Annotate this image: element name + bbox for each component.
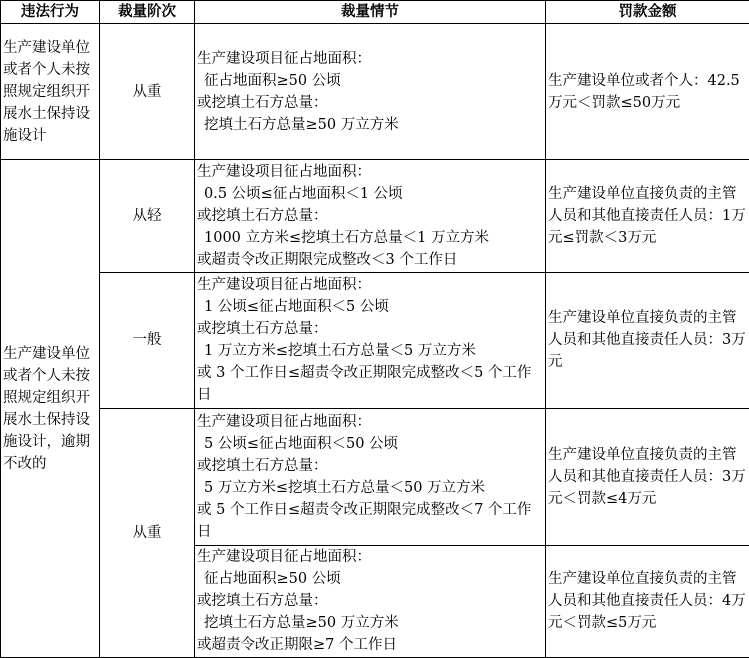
detail-line: 挖填土石方总量≥50 万立方米 <box>204 116 399 133</box>
detail-cell <box>195 545 546 657</box>
detail-line: 5 万立方米≤挖填土石方总量＜50 万立方米 <box>204 479 486 496</box>
detail-line: 或 5 个工作日≤超责令改正期限完成整改＜7 个工作日 <box>197 501 532 540</box>
detail-line: 1000 立方米≤挖填土石方总量＜1 万立方米 <box>204 230 489 247</box>
detail-line: 或挖填土石方总量： <box>197 321 328 338</box>
detail-line: 生产建设项目征占地面积： <box>197 413 371 430</box>
detail-line: 生产建设项目征占地面积： <box>197 164 371 181</box>
detail-cell <box>195 24 546 160</box>
detail-line: 或 3 个工作日≤超责令改正期限完成整改＜5 个工作日 <box>197 365 532 404</box>
level-cell: 从重 <box>100 409 195 658</box>
detail-line: 征占地面积≥50 公顷 <box>204 571 341 588</box>
detail-line: 或超责令改正期限≥7 个工作日 <box>197 637 397 654</box>
detail-line: 5 公顷≤征占地面积＜50 公顷 <box>204 435 399 452</box>
header-behavior: 违法行为 <box>1 1 100 24</box>
detail-line: 征占地面积≥50 公顷 <box>204 72 341 89</box>
detail-line: 或挖填土石方总量： <box>197 593 328 610</box>
fine-cell: 生产建设单位直接负责的主管人员和其他直接责任人员：3万元 <box>546 272 749 408</box>
detail-line: 或超责令改正期限完成整改＜3 个工作日 <box>197 252 458 269</box>
header-detail: 裁量情节 <box>195 1 546 24</box>
level-cell: 从重 <box>100 24 195 160</box>
level-cell: 从轻 <box>100 160 195 272</box>
table-row <box>1 160 749 272</box>
fine-cell: 生产建设单位或者个人：42.5万元＜罚款≤50万元 <box>546 24 749 160</box>
detail-line: 或挖填土石方总量： <box>197 208 328 225</box>
table-row <box>1 272 749 408</box>
detail-line: 生产建设项目征占地面积： <box>197 50 371 67</box>
table-row <box>1 409 749 545</box>
fine-cell: 生产建设单位直接负责的主管人员和其他直接责任人员：3万元＜罚款≤4万元 <box>546 409 749 545</box>
table-row <box>1 24 749 160</box>
detail-cell <box>195 409 546 545</box>
detail-line: 或挖填土石方总量： <box>197 94 328 111</box>
detail-line: 挖填土石方总量≥50 万立方米 <box>204 615 399 632</box>
fine-cell: 生产建设单位直接负责的主管人员和其他直接责任人员：1万元≤罚款＜3万元 <box>546 160 749 272</box>
level-cell: 一般 <box>100 272 195 408</box>
detail-line: 1 万立方米≤挖填土石方总量＜5 万立方米 <box>204 343 476 360</box>
fine-cell: 生产建设单位直接负责的主管人员和其他直接责任人员：4万元＜罚款≤5万元 <box>546 545 749 657</box>
detail-line: 或挖填土石方总量： <box>197 457 328 474</box>
behavior-cell: 生产建设单位或者个人未按照规定组织开展水土保持设施设计，逾期不改的 <box>1 160 100 658</box>
detail-cell <box>195 160 546 272</box>
header-row <box>1 1 749 24</box>
behavior-cell: 生产建设单位或者个人未按照规定组织开展水土保持设施设计 <box>1 24 100 160</box>
header-fine: 罚款金额 <box>546 1 749 24</box>
detail-line: 生产建设项目征占地面积： <box>197 277 371 294</box>
detail-line: 0.5 公顷≤征占地面积＜1 公顷 <box>204 186 403 203</box>
detail-line: 1 公顷≤征占地面积＜5 公顷 <box>204 299 389 316</box>
header-level: 裁量阶次 <box>100 1 195 24</box>
detail-cell <box>195 272 546 408</box>
detail-line: 生产建设项目征占地面积： <box>197 549 371 566</box>
